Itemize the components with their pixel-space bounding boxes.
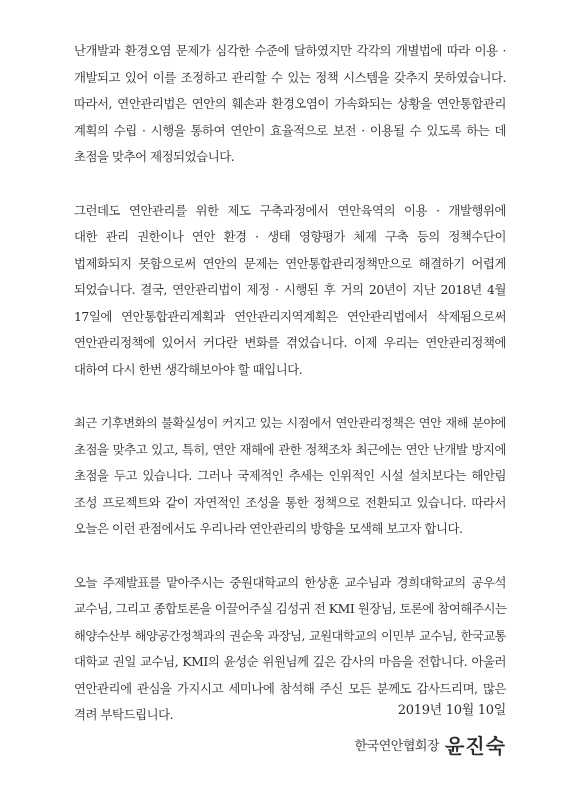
- text-line: 계획의 수립 · 시행을 통하여 연안이 효율적으로 보전 · 이용될 수 있도록 하는 데: [74, 122, 506, 138]
- signature-block: [206, 730, 506, 759]
- paragraph-spacer: [74, 171, 506, 198]
- text-line: 조성 프로젝트와 같이 자연적인 조성을 통한 정책으로 전환되고 있습니다. 따라서: [74, 494, 506, 510]
- text-line: 초점을 두고 있습니다. 그러나 국제적인 추세는 인위적인 시설 설치보다는 해안림: [74, 468, 506, 483]
- signer-title: 한국연안협회장: [354, 739, 440, 754]
- text-line: 교수님, 그리고 종합토론을 이끌어주실 김성귀 전 KMI 원장님, 토론에 참여해주시는: [74, 601, 507, 616]
- paragraph-3: [74, 410, 506, 543]
- text-line: 개발되고 있어 이를 조정하고 관리할 수 있는 정책 시스템을 갖추지 못하였습니다.: [74, 69, 506, 85]
- paragraph-spacer: [74, 383, 506, 410]
- letter-date: 2019년 10월 10일: [397, 703, 506, 718]
- text-line: 대하여 다시 한번 생각해보아야 할 때입니다.: [74, 361, 303, 377]
- text-line: 대한 관리 권한이나 연안 환경 · 생태 영향평가 체제 구축 등의 정책수단이: [74, 229, 506, 244]
- text-line: 초점을 맞추어 제정되었습니다.: [74, 149, 235, 164]
- text-line: 연안관리정책에 있어서 커다란 변화를 겪었습니다. 이제 우리는 연안관리정책에: [74, 335, 506, 350]
- text-line: 되었습니다. 결국, 연안관리법이 제정 · 시행된 후 거의 20년이 지난 2018년 4월: [74, 282, 506, 297]
- text-line: 격려 부탁드립니다.: [74, 707, 174, 722]
- paragraph-spacer: [74, 543, 506, 570]
- text-line: 따라서, 연안관리법은 연안의 훼손과 환경오염이 가속화되는 상황을 연안통합관리: [74, 96, 506, 111]
- text-line: 그런데도 연안관리를 위한 제도 구축과정에서 연안육역의 이용 · 개발행위에: [74, 202, 506, 218]
- text-line: 최근 기후변화의 불확실성이 커지고 있는 시점에서 연안관리정책은 연안 재해 분야에: [74, 416, 506, 430]
- signer-name: 윤진숙: [445, 734, 506, 758]
- text-line: 초점을 맞추고 있고, 특히, 연안 재해에 관한 정책조차 최근에는 연안 난개발 방지에: [74, 441, 506, 457]
- text-line: 오늘은 이런 관점에서도 우리나라 연안관리의 방향을 모색해 보고자 합니다.: [74, 521, 463, 536]
- text-line: 해양수산부 해양공간정책과의 권순욱 과장님, 교원대학교의 이민부 교수님, 한국교통: [74, 628, 506, 643]
- text-line: 17일에 연안통합관리계획과 연안관리지역계획은 연안관리법에서 삭제됨으로써: [74, 308, 506, 324]
- text-line: 법제화되지 못함으로써 연안의 문제는 연안통합관리정책만으로 해결하기 어렵게: [74, 255, 506, 271]
- paragraph-2: [74, 198, 506, 384]
- text-line: 오늘 주제발표를 맡아주시는 중원대학교의 한상훈 교수님과 경희대학교의 공우석: [74, 574, 506, 590]
- text-line: 난개발과 환경오염 문제가 심각한 수준에 달하였지만 각각의 개별법에 따라 이용 ·: [74, 43, 506, 58]
- text-line: 대학교 권일 교수님, KMI의 윤성순 위원님께 깊은 감사의 마음을 전합니다. 아울러: [74, 654, 506, 669]
- letter-body: [74, 38, 506, 729]
- paragraph-1: [74, 38, 506, 171]
- text-line: 연안관리에 관심을 가지시고 세미나에 참석해 주신 모든 분께도 감사드리며, 많은: [74, 680, 506, 696]
